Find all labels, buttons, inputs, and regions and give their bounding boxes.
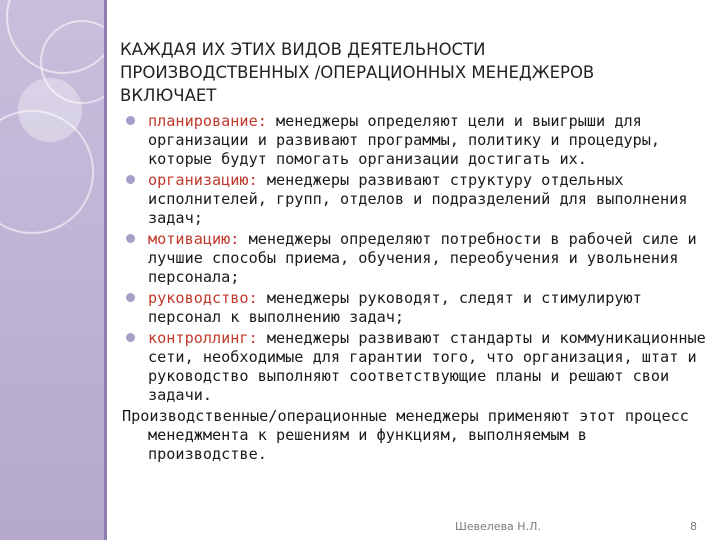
item-term: организацию:: [148, 171, 258, 189]
summary-text: Производственные/операционные менеджеры применяют этот процесс менеджмента к решениям и функциям, выполняемым в производстве.: [122, 407, 689, 463]
summary-paragraph: [122, 407, 712, 464]
decorative-circle-icon: [0, 110, 94, 234]
item-text: менеджеры определяют цели и выигрыши для организации и развивают программы, политику и процедуры, которые будут помогать организации достигать их.: [148, 112, 661, 168]
list-item: [122, 230, 712, 287]
bullet-icon: [126, 116, 135, 125]
divider: [104, 0, 107, 540]
item-text: менеджеры развивают стандарты и коммуникационные сети, необходимые для гарантии того, что организация, штат и руководство выполняют соответствующие планы и решают свои задачи.: [148, 329, 706, 404]
footer-author: Шевелева Н.Л.: [455, 520, 541, 533]
bullet-list: [122, 112, 712, 405]
list-item: [122, 112, 712, 169]
slide-title: КАЖДАЯ ИХ ЭТИХ ВИДОВ ДЕЯТЕЛЬНОСТИ ПРОИЗВОДСТВЕННЫХ /ОПЕРАЦИОННЫХ МЕНЕДЖЕРОВ ВКЛЮЧАЕТ: [120, 40, 595, 105]
bullet-icon: [126, 175, 135, 184]
slide-body: [122, 112, 712, 464]
item-text: менеджеры развивают структуру отдельных исполнителей, групп, отделов и подразделений для выполнения задач;: [148, 171, 688, 227]
list-item: [122, 289, 712, 327]
item-term: мотивацию:: [148, 230, 240, 248]
item-term: контроллинг:: [148, 329, 258, 347]
item-term: планирование:: [148, 112, 267, 130]
bullet-icon: [126, 234, 135, 243]
bullet-icon: [126, 293, 135, 302]
list-item: [122, 171, 712, 228]
item-term: руководство:: [148, 289, 258, 307]
item-text: менеджеры определяют потребности в рабочей силе и лучшие способы приема, обучения, переобучения и увольнения персонала;: [148, 230, 697, 286]
bullet-icon: [126, 333, 135, 342]
list-item: [122, 329, 712, 405]
decorative-sidebar: [0, 0, 104, 540]
page-number: 8: [690, 520, 697, 533]
item-text: менеджеры руководят, следят и стимулируют персонал к выполнению задач;: [148, 289, 642, 326]
